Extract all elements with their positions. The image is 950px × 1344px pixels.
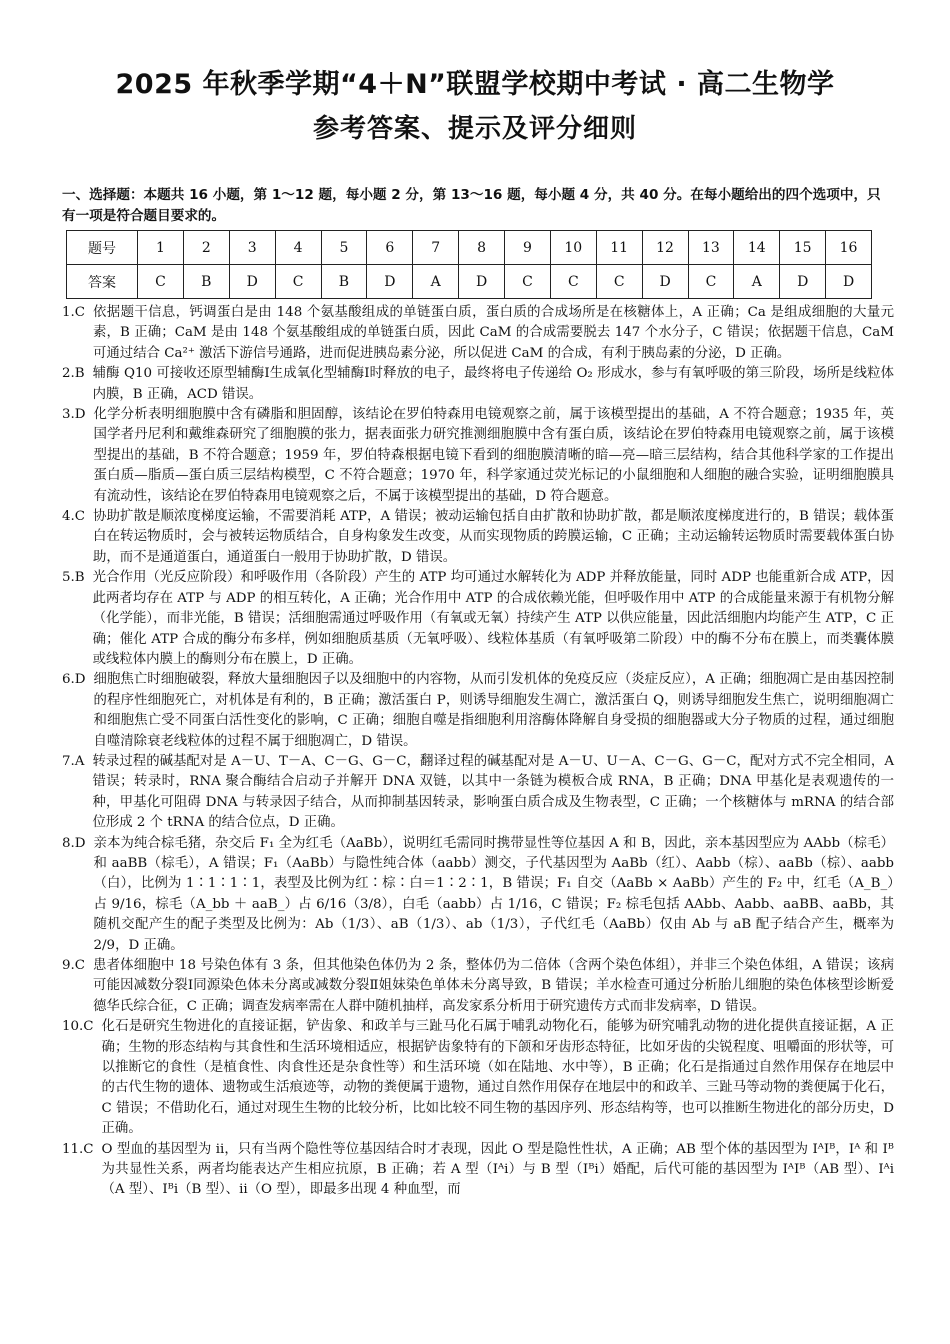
explanation-item [62, 834, 894, 956]
answer-row [67, 265, 872, 299]
answer-cell: C [596, 265, 642, 299]
question-number-cell: 1 [138, 231, 184, 265]
explanation-number: 3.D [62, 407, 86, 423]
answer-cell: C [688, 265, 734, 299]
explanation-item [62, 1140, 894, 1201]
question-number-cell: 7 [413, 231, 459, 265]
question-number-cell: 2 [183, 231, 229, 265]
question-number-label: 题号 [67, 231, 138, 265]
explanation-item [62, 364, 894, 405]
explanation-number: 10.C [62, 1019, 94, 1035]
explanation-text: 转录过程的碱基配对是 A－U、T－A、C－G、G－C，翻译过程的碱基配对是 A－U、U－A、C－G、G－C，配对方式不完全相同，A 错误；转录时，RNA 聚合酶结合启动子并解开 DNA 双链，以其中一条链为模板合成 RNA，B 正确；DNA 甲基化是表观遗传的一种，甲基化可阻碍 DNA 与转录因子结合，从而抑制基因转录，影响蛋白质合成及生物表型，C 正确；一个核糖体与 mRNA 的结合部位形成 2 个 tRNA 的结合位点，D 正确。 [92, 753, 894, 831]
explanation-item [62, 670, 894, 752]
question-number-cell: 10 [550, 231, 596, 265]
question-number-cell: 14 [734, 231, 780, 265]
question-number-row [67, 231, 872, 265]
question-number-cell: 16 [826, 231, 872, 265]
answer-cell: B [321, 265, 367, 299]
explanation-number: 8.D [62, 835, 86, 851]
answer-cell: D [229, 265, 275, 299]
explanation-item [62, 752, 894, 834]
page-subtitle: 参考答案、提示及评分细则 [312, 114, 637, 144]
section-heading: 一、选择题：本题共 16 小题，第 1～12 题，每小题 2 分，第 13～16 题，每小题 4 分，共 40 分。在每小题给出的四个选项中，只有一项是符合题目要求的。 [62, 187, 881, 224]
answer-cell: A [413, 265, 459, 299]
explanation-item [62, 956, 894, 1017]
question-number-cell: 9 [505, 231, 551, 265]
question-number-cell: 11 [596, 231, 642, 265]
answer-cell: B [183, 265, 229, 299]
question-number-cell: 5 [321, 231, 367, 265]
page-title: 2025 年秋季学期“4＋N”联盟学校期中考试 · 高二生物学 [115, 69, 835, 100]
question-number-cell: 12 [642, 231, 688, 265]
question-number-cell: 15 [780, 231, 826, 265]
explanation-item [62, 568, 894, 670]
explanation-text: O 型血的基因型为 ii，只有当两个隐性等位基因结合时才表现，因此 O 型是隐性性状，A 正确；AB 型个体的基因型为 IᴬIᴮ，Iᴬ 和 Iᴮ 为共显性关系，两者均能表达产生相应抗原，B 正确；若 A 型（Iᴬi）与 B 型（Iᴮi）婚配，后代可能的基因型为 IᴬIᴮ（AB 型）、Iᴬi（A 型）、Iᴮi（B 型）、ii（O 型），即最多出现 4 种血型，而 [101, 1141, 894, 1198]
explanation-number: 5.B [62, 570, 85, 586]
explanation-number: 6.D [62, 672, 86, 688]
explanation-text: 化石是研究生物进化的直接证据，铲齿象、和政羊与三趾马化石属于哺乳动物化石，能够为研究哺乳动物的进化提供直接证据，A 正确；生物的形态结构与其食性和生活环境相适应，根据铲齿象特有的下颌和牙齿形态特征，比如牙齿的尖锐程度、咀嚼面的形状等，可以推断它的食性（是植食性、肉食性还是杂食性等）和生活环境（如在陆地、水中等），B 正确；化石是指通过自然作用保存在地层中的古代生物的遗体、遗物或生活痕迹等，动物的粪便属于遗物，通过自然作用保存在地层中的和政羊、三趾马等动物的粪便属于化石，C 错误；不借助化石，通过对现生生物的比较分析，比如比较不同生物的基因序列、形态结构等，也可以推断生物进化的部分历史，D 正确。 [101, 1019, 894, 1137]
answer-cell: D [459, 265, 505, 299]
explanation-number: 1.C [62, 305, 86, 320]
explanation-text: 化学分析表明细胞膜中含有磷脂和胆固醇，该结论在罗伯特森用电镜观察之前，属于该模型提出的基础，A 不符合题意；1935 年，英国学者丹尼利和戴维森研究了细胞膜的张力，据表面张力研究推测细胞膜中含有蛋白质，该结论在罗伯特森用电镜观察之前，属于该模型提出的基础，B 不符合题意；1959 年，罗伯特森根据电镜下看到的细胞膜清晰的暗—亮—暗三层结构，结合其他科学家的工作提出蛋白质—脂质—蛋白质三层结构模型，C 不符合题意；1970 年，科学家通过荧光标记的小鼠细胞和人细胞的融合实验，证明细胞膜具有流动性，该结论在罗伯特森用电镜观察之后，不属于该模型提出的基础，D 符合题意。 [93, 407, 894, 504]
explanation-item [62, 1017, 894, 1139]
answer-cell: D [642, 265, 688, 299]
explanation-number: 9.C [62, 958, 86, 973]
explanation-text: 亲本为纯合棕毛猪，杂交后 F₁ 全为红毛（AaBb），说明红毛需同时携带显性等位基因 A 和 B，因此，亲本基因型应为 AAbb（棕毛）和 aaBB（棕毛），A 错误；F₁（AaBb）与隐性纯合体（aabb）测交，子代基因型为 AaBb（红）、Aabb（棕）、aaBb（棕）、aabb（白），比例为 1∶1∶1∶1，表型及比例为红∶棕∶白＝1∶2∶1，B 错误；F₁ 自交（AaBb × AaBb）产生的 F₂ 中，红毛（A_B_）占 9/16，棕毛（A_bb ＋ aaB_）占 6/16（3/8），白毛（aabb）占 1/16，C 错误；F₂ 棕毛包括 AAbb、Aabb、aaBB、aaBb，其随机交配产生的配子类型及比例为：Ab（1/3）、aB（1/3）、ab（1/3），子代红毛（AaBb）仅由 Ab 与 aB 配子结合产生，概率为 2/9，D 正确。 [93, 835, 894, 953]
question-number-cell: 13 [688, 231, 734, 265]
explanation-text: 协助扩散是顺浓度梯度运输，不需要消耗 ATP，A 错误；被动运输包括自由扩散和协助扩散，都是顺浓度梯度进行的，B 错误；载体蛋白在转运物质时，会与被转运物质结合，自身构象发生改变，从而实现物质的跨膜运输，C 正确；主动运输转运物质时需要载体蛋白协助，而不是通道蛋白，通道蛋白一般用于协助扩散，D 错误。 [93, 509, 894, 565]
question-number-cell: 3 [229, 231, 275, 265]
answer-cell: C [505, 265, 551, 299]
answer-cell: D [780, 265, 826, 299]
question-number-cell: 4 [275, 231, 321, 265]
answer-cell: C [138, 265, 184, 299]
answer-cell: C [275, 265, 321, 299]
explanation-item [62, 405, 894, 507]
question-number-cell: 8 [459, 231, 505, 265]
answer-table [66, 230, 872, 299]
explanation-text: 辅酶 Q10 可接收还原型辅酶Ⅰ生成氧化型辅酶Ⅰ时释放的电子，最终将电子传递给 O₂ 形成水，参与有氧呼吸的第三阶段，场所是线粒体内膜，B 正确，ACD 错误。 [92, 366, 894, 402]
answer-cell: C [550, 265, 596, 299]
answer-cell: D [826, 265, 872, 299]
explanation-text: 患者体细胞中 18 号染色体有 3 条，但其他染色体仍为 2 条，整体仍为二倍体（含两个染色体组），并非三个染色体组，A 错误；该病可能因减数分裂Ⅰ同源染色体未分离或减数分裂Ⅱ姐妹染色单体未分离导致，B 错误；羊水检查可通过分析胎儿细胞的染色体核型诊断爱德华氏综合征，C 正确；调查发病率需在人群中随机抽样，高发家系分析用于研究遗传方式而非发病率，D 错误。 [93, 958, 894, 1014]
answer-label: 答案 [67, 265, 138, 299]
explanation-number: 7.A [62, 753, 85, 769]
explanations-list [62, 303, 894, 1201]
explanation-text: 光合作用（光反应阶段）和呼吸作用（各阶段）产生的 ATP 均可通过水解转化为 ADP 并释放能量，同时 ADP 也能重新合成 ATP，因此两者均存在 ATP 与 ADP 的相互转化，A 正确；光合作用中 ATP 的合成依赖光能，但呼吸作用中 ATP 的合成能量来源于有机物分解（化学能），而非光能，B 错误；活细胞需通过呼吸作用（有氧或无氧）持续产生 ATP 以供应能量，因此活细胞内均能产生 ATP，C 正确；催化 ATP 合成的酶分布多样，例如细胞质基质（无氧呼吸）、线粒体基质（有氧呼吸第二阶段）中的酶不分布在膜上，而类囊体膜或线粒体内膜上的酶则分布在膜上，D 正确。 [92, 570, 894, 667]
explanation-number: 4.C [62, 509, 86, 525]
explanation-text: 依据题干信息，钙调蛋白是由 148 个氨基酸组成的单链蛋白质，蛋白质的合成场所是在核糖体上，A 正确；Ca 是组成细胞的大量元素，B 正确；CaM 是由 148 个氨基酸组成的单链蛋白质，因此 CaM 的合成需要脱去 147 个水分子，C 错误；依据题干信息，CaM 可通过结合 Ca²⁺ 激活下游信号通路，进而促进胰岛素分泌，所以促进 CaM 的合成，有利于胰岛素的分泌，D 正确。 [93, 305, 894, 361]
explanation-text: 细胞焦亡时细胞破裂，释放大量细胞因子以及细胞中的内容物，从而引发机体的免疫反应（炎症反应），A 正确；细胞凋亡是由基因控制的程序性细胞死亡，对机体是有利的，B 正确；激活蛋白 P，则诱导细胞发生凋亡，激活蛋白 Q，则诱导细胞发生焦亡，说明细胞凋亡和细胞焦亡受不同蛋白活性变化的影响，C 正确；细胞自噬是指细胞利用溶酶体降解自身受损的细胞器或大分子物质的过程，通过细胞自噬清除衰老线粒体的过程不属于细胞凋亡，D 错误。 [93, 672, 894, 749]
answer-cell: A [734, 265, 780, 299]
explanation-number: 2.B [62, 366, 85, 382]
explanation-item [62, 507, 894, 568]
explanation-item [62, 303, 894, 364]
question-number-cell: 6 [367, 231, 413, 265]
answer-cell: D [367, 265, 413, 299]
explanation-number: 11.C [62, 1141, 94, 1157]
